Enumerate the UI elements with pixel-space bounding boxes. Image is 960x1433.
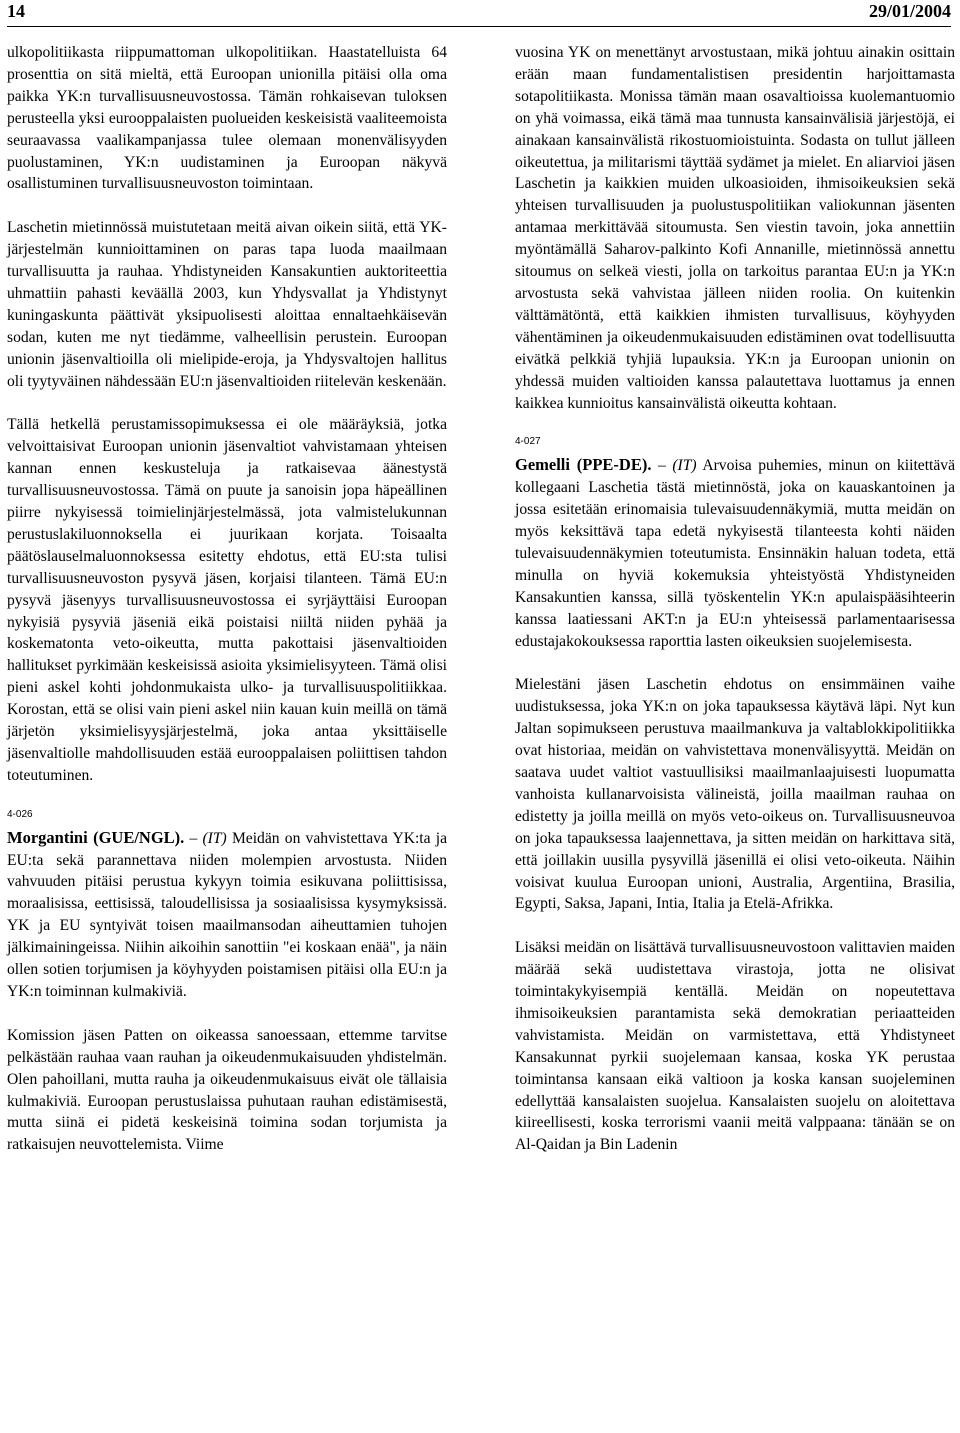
speaker-name: Gemelli (PPE-DE). (515, 455, 652, 475)
paragraph: ulkopolitiikasta riippumattoman ulkopolitiikan. Haastatelluista 64 prosenttia on sitä mieltä, että Euroopan unionilla pitäisi olla oma paikka YK:n turvallisuusneuvostossa. Tämän rohkaisevan tuloksen perusteella yksi eurooppalaisten puolueiden keskeisistä vaaliteemoista seuraavassa vaalikampanjassa tulee olemaan monenvälisyyden puolustaminen, YK:n uudistaminen ja Euroopan näkyvä osallistuminen turvallisuusneuvoston toimintaan. (7, 44, 447, 193)
speaker-name: Morgantini (GUE/NGL). (7, 827, 185, 847)
page-header (7, 0, 951, 27)
speech-text: Meidän on vahvistettava YK:ta ja EU:ta sekä parannettava niiden molempien arvostusta. Niiden vahvuuden pitäisi perustua kykyyn toimia esikuvana poliittisissa, moraalisissa, eettisissä, taloudellisissa ja sosiaalisissa kysymyksissä. YK ja EU syntyivät toisen maailmansodan aiheuttamien tuhojen jälkimainingeissa. Niihin aikoihin sanottiin "ei koskaan enää", ja näin ollen sotien torjumisen ja köyhyyden poistamisen pitäisi olla EU:n ja YK:n toiminnan kulmakiviä. (7, 829, 447, 1001)
right-column (515, 42, 955, 1156)
speech-text: Arvoisa puhemies, minun on kiitettävä kollegaani Laschetia tästä mietinnöstä, joka on kauaskantoinen ja jossa esitetään erinomaisia tulevaisuudennäkymiä, mutta meidän on myös keksittävä tapa edetä nykyisestä tilanteesta kohti näiden tulevaisuudennäkymien toteutumista. Ensinnäkin haluan todeta, että minulla on hyviä kokemuksia yhteistyöstä Yhdistyneiden Kansakuntien kanssa, sillä työskentelin YK:n apulaispääsihteerin kanssa laatiessani AKT:n ja EU:n yhteisessä parlamentaarisessa edustajakokouksessa raporttia lasten oikeuksien suojelemisesta. (515, 457, 956, 650)
paragraph: vuosina YK on menettänyt arvostustaan, mikä johtuu ainakin osittain erään maan fundamentalistisen presidentin harjoittamasta sotapolitiikasta. Monissa tämän maan osavaltioissa kuolemantuomio on yhä voimassa, eikä tämä maa tunnusta kansainvälisiä järjestöjä, ei ainakaan kansainvälistä rikostuomioistuinta. Sodasta on tullut jälleen oikeutettua, ja militarismi täyttää sydämet ja mielet. En aliarvioi jäsen Laschetin ja kaikkien muiden ulkoasioiden, ihmisoikeuksien sekä yhteisen turvallisuuden ja puolustuspolitiikan valiokunnan jäsenten antamaa merkittävää sitoumusta. Sen viestin tavoin, joka annettiin myöntämällä Saharov-palkinto Kofi Annanille, mietinnössä annettu sitoumus on selkeä viesti, jolla on tarkoitus parantaa EU:n ja YK:n arvostusta sekä vahvistaa jälleen niiden roolia. On kuitenkin välttämätöntä, että kaikkien ihmisten turvallisuus, köyhyyden vähentäminen ja oikeudenmukaisuuden edistäminen ovat todellisuutta eivätkä pelkkiä tyhjiä lupauksia. YK:n ja Euroopan unionin on yhdessä muiden valtioiden kanssa palautettava luottamus ja ennen kaikkea kunnioitus kansainvälistä oikeutta kohtaan. (515, 44, 955, 412)
page-date: 29/01/2004 (868, 1, 951, 21)
speech-paragraph (7, 827, 447, 1003)
paragraph: Komission jäsen Patten on oikeassa sanoessaan, ettemme tarvitse pelkästään rauhaa vaan rauhan ja oikeudenmukaisuuden yhdistelmän. Olen pahoillani, mutta rauha ja oikeudenmukaisuus eivät ole tällaisia kulmakiviä. Euroopan perustuslaissa puhutaan rauhan edistämisestä, mutta siinä ei pidetä keskeisinä toimina sodan torjumista ja ratkaisujen neuvottelemista. Viime (7, 1026, 447, 1154)
paragraph: Lisäksi meidän on lisättävä turvallisuusneuvostoon valittavien maiden määrää sekä uudistettava virastoja, jotta ne olisivat toimintakykyisempiä kentällä. Meidän on nopeutettava ihmisoikeuksien parantamista sekä demokratian periaatteiden vahvistamista. Meidän on varmistettava, että Yhdistyneet Kansakunnat pyrkii suojelemaan kansaa, koska YK perustaa toimintansa kansaan eikä valtioon ja koska kansan suojeleminen edellyttää kansalaisten suojelua. Kansalaisten suojelu on aloitettava kiireellisesti, koska terrorismi vaanii meitä valppaana: tänään se on Al-Qaidan ja Bin Ladenin (515, 939, 955, 1154)
paragraph: Tällä hetkellä perustamissopimuksessa ei ole määräyksiä, jotka velvoittaisivat Euroopan unionin jäsenvaltiot vahvistamaan yhteisen kannan ennen keskusteluja ja ratkaisevaa äänestystä turvallisuusneuvostossa. Tämä on puute ja sanoisin jopa häpeällinen piirre nykyisessä toimielinjärjestelmässä, jota valmistelukunnan perustuslakiluonnoksella ei juurikaan korjata. Toisaalta päätöslauselmaluonnoksessa esitetty ehdotus, että EU:sta tulisi turvallisuusneuvoston pysyvä jäsen, korjaisi tilanteen. Tämä EU:n pysyvä jäsenyys turvallisuusneuvostossa ei syrjäyttäisi Euroopan nykyisiä pysyviä jäseniä eikä poistaisi niiltä niiden pyhää ja koskematonta veto-oikeutta, mutta pakottaisi jäsenvaltioiden hallitukset pyrkimään keskeisissä asioita yksimielisyyteen. Tämä olisi pieni askel kohti johdonmukaista ulko- ja turvallisuuspolitiikkaa. Korostan, että se olisi vain pieni askel niin kauan kuin meillä on tämä järjetön yksimielisyysjärjestelmä, joka antaa yksittäiselle jäsenvaltiolle mahdollisuuden estää eurooppalaisen poliittisen tahdon toteutuminen. (7, 416, 447, 784)
language-tag: (IT) (672, 457, 697, 475)
page-number: 14 (7, 1, 25, 21)
speech-paragraph (515, 454, 955, 652)
item-code: 4-026 (7, 808, 33, 820)
dash: – (184, 829, 203, 847)
language-tag: (IT) (202, 829, 227, 847)
paragraph: Laschetin mietinnössä muistutetaan meitä aivan oikein siitä, että YK-järjestelmän kunnioittaminen on paras tapa luoda maailmaan turvallisuutta ja rauhaa. Yhdistyneiden Kansakuntien auktoriteettia uhmattiin pahasti keväällä 2003, kun Yhdysvallat ja Yhdistynyt kuningaskunta päättivät yksipuolisesti aloittaa ennaltaehkäisevän sodan, kuten me nyt tiedämme, valheellisin perustein. Euroopan unionin jäsenvaltioilla oli mielipide-eroja, ja Yhdysvaltojen hallitus oli tyytyväinen nähdessään EU:n jäsenvaltioiden riitelevän keskenään. (7, 219, 447, 390)
dash: – (651, 457, 673, 475)
paragraph: Mielestäni jäsen Laschetin ehdotus on ensimmäinen vaihe uudistuksessa, joka YK:n on joka tapauksessa käytävä läpi. Nyt kun Jaltan sopimukseen perustuva maailmankuva ja valtablokkipolitiikka ovat historiaa, meidän on vahvistettava monenvälisyyttä. Meidän on saatava uudet valtiot vastuullisiksi maailmanlaajuisesti luopumatta vanhoista kullanarvoisista välineistä, joilla maailman rauhaa on edistetty ja joilla meillä on myös veto-oikeus on. Turvallisuusneuvoa on joka tapauksessa laajennettava, ja sitten meidän on harkittava sitä, että joillakin uusilla pysyvillä jäsenillä ei olisi veto-oikeuta. Näihin voisivat kuulua Euroopan unioni, Australia, Argentiina, Brasilia, Egypti, Saksa, Japani, Intia, Italia ja Etelä-Afrikka. (515, 676, 955, 913)
left-column (7, 42, 447, 1156)
item-code: 4-027 (515, 436, 541, 448)
